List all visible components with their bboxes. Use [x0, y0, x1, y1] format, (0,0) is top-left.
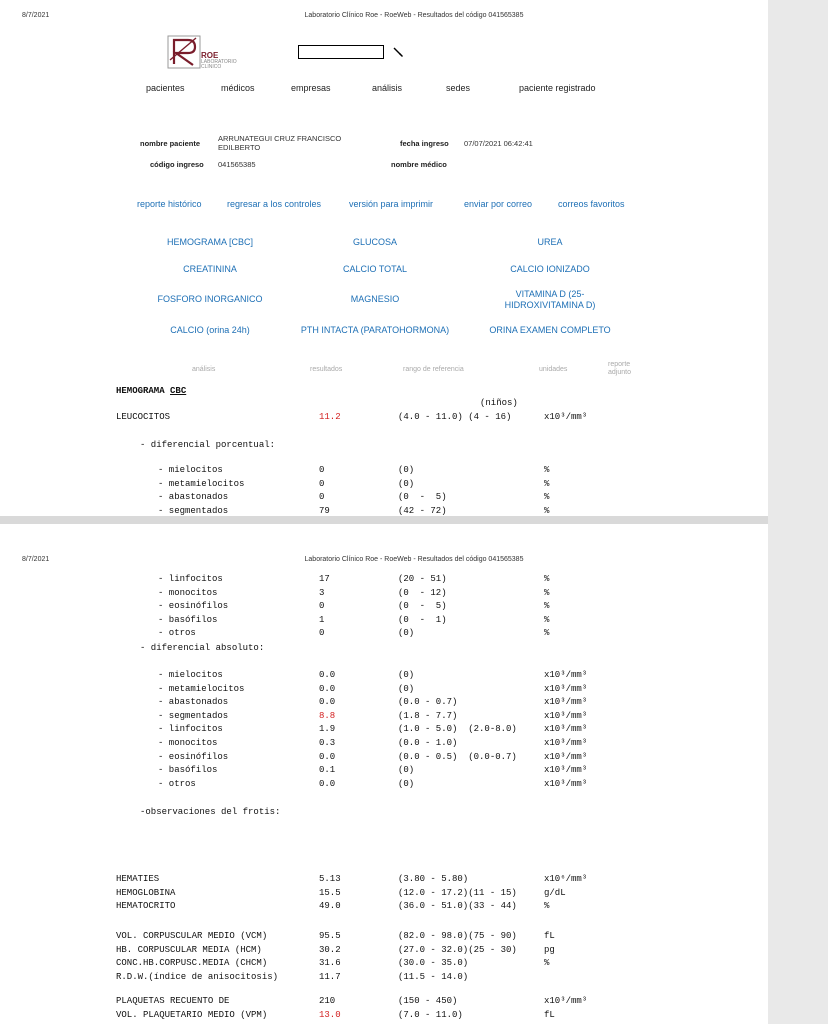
- porcentual-row-name: - basófilos: [158, 614, 218, 625]
- absoluto-row-unit: x10³/mm³: [544, 683, 588, 694]
- print-date-2: 8/7/2021: [22, 556, 50, 563]
- serie-roja-row-unit: x10⁶/mm³: [544, 874, 588, 884]
- serie-roja-row-range: (36.0 - 51.0)(33 - 44): [398, 901, 517, 912]
- absoluto-row-range: (0): [398, 670, 415, 680]
- absoluto-row-unit: x10³/mm³: [544, 710, 588, 721]
- print-page-2: [0, 524, 768, 1024]
- porcentual-row-value: 0: [319, 465, 325, 475]
- search-input[interactable]: [298, 45, 384, 59]
- test-vitamina-d-line-1: VITAMINA D (25-: [515, 289, 585, 299]
- diferencial-absoluto-label: - diferencial absoluto:: [140, 643, 265, 653]
- absoluto-row-unit: x10³/mm³: [544, 738, 588, 748]
- indice-row-unit: %: [544, 958, 550, 969]
- search-icon[interactable]: [392, 46, 404, 58]
- indice-row-name: VOL. CORPUSCULAR MEDIO (VCM): [116, 931, 268, 941]
- patient-name-value: [218, 134, 341, 152]
- absoluto-row-unit: x10³/mm³: [544, 697, 588, 708]
- logo-subtitle: [201, 60, 237, 70]
- logo-name: ROE: [201, 51, 219, 60]
- porcentual-row-unit: %: [544, 478, 550, 489]
- porcentual-row-name: - eosinófilos: [158, 601, 229, 612]
- roe-logo-icon: [166, 34, 202, 70]
- col-header-resultados: resultados: [310, 366, 343, 373]
- serie-roja-row-unit: %: [544, 901, 550, 912]
- link-version-imprimir[interactable]: versión para imprimir: [349, 199, 434, 209]
- section-title-hemograma: HEMOGRAMA CBC: [116, 386, 187, 396]
- serie-roja-row-value: 15.5: [319, 887, 341, 898]
- col-header-reporte: reporte: [608, 361, 631, 368]
- absoluto-row-name: - mielocitos: [158, 670, 223, 680]
- porcentual-row-value: 0: [319, 628, 325, 639]
- serie-roja-row-name: HEMOGLOBINA: [116, 887, 176, 898]
- porcentual-row-unit: %: [544, 587, 550, 598]
- porcentual-row-range: (0 - 12): [398, 587, 447, 598]
- porcentual-row-range: (20 - 51): [398, 574, 447, 584]
- patient-name-label: nombre paciente: [140, 139, 201, 148]
- indice-row-range: (27.0 - 32.0)(25 - 30): [398, 944, 517, 955]
- porcentual-row-value: 0: [319, 492, 325, 503]
- porcentual-row-value: 3: [319, 587, 325, 598]
- absoluto-row-name: - linfocitos: [158, 724, 223, 735]
- admission-code-value: 041565385: [218, 160, 256, 169]
- serie-roja-row-name: HEMATOCRITO: [116, 901, 176, 912]
- test-calcio-total[interactable]: CALCIO TOTAL: [342, 264, 408, 274]
- nav-paciente-registrado[interactable]: paciente registrado: [519, 83, 596, 93]
- test-fosforo-inorganico[interactable]: FOSFORO INORGANICO: [157, 294, 263, 304]
- absoluto-row-range: (0): [398, 765, 415, 776]
- absoluto-row-value: 8.8: [319, 710, 336, 721]
- patient-name-line-2: EDILBERTO: [218, 143, 261, 152]
- leucocitos-unit: x10³/mm³: [544, 412, 588, 422]
- porcentual-row-value: 79: [319, 505, 330, 516]
- porcentual-row-unit: %: [544, 614, 550, 625]
- absoluto-row-unit: x10³/mm³: [544, 751, 588, 762]
- serie-roja-row-name: HEMATIES: [116, 874, 160, 884]
- print-page-1: [0, 0, 768, 516]
- absoluto-row-name: - basófilos: [158, 765, 218, 776]
- serie-roja-row-range: (12.0 - 17.2)(11 - 15): [398, 887, 517, 898]
- porcentual-row-name: - otros: [158, 628, 196, 639]
- absoluto-row-unit: x10³/mm³: [544, 670, 588, 680]
- nav-pacientes[interactable]: pacientes: [146, 83, 185, 93]
- page-separator: [0, 516, 768, 524]
- porcentual-row-range: (0 - 5): [398, 492, 447, 503]
- porcentual-row-value: 17: [319, 574, 330, 584]
- porcentual-row-name: - metamielocitos: [158, 478, 245, 489]
- leucocitos-name: LEUCOCITOS: [116, 412, 171, 422]
- serie-roja-row-unit: g/dL: [544, 887, 566, 898]
- indice-row-unit: fL: [544, 931, 555, 941]
- porcentual-row-name: - mielocitos: [158, 465, 223, 475]
- porcentual-row-value: 0: [319, 478, 325, 489]
- indice-row-name: R.D.W.(índice de anisocitosis): [116, 971, 279, 982]
- absoluto-row-name: - monocitos: [158, 738, 218, 748]
- absoluto-row-value: 0.0: [319, 670, 336, 680]
- plaqueta-row-range: (150 - 450): [398, 996, 458, 1006]
- plaqueta-row-range: (7.0 - 11.0): [398, 1009, 463, 1020]
- admission-date-value: 07/07/2021 06:42:41: [464, 139, 533, 148]
- indice-row-value: 11.7: [319, 971, 341, 982]
- porcentual-row-range: (42 - 72): [398, 505, 447, 516]
- absoluto-row-name: - abastonados: [158, 697, 229, 708]
- absoluto-row-name: - segmentados: [158, 710, 229, 721]
- absoluto-row-name: - metamielocitos: [158, 683, 245, 694]
- nav-sedes[interactable]: sedes: [446, 83, 471, 93]
- absoluto-row-value: 0.1: [319, 765, 336, 776]
- test-urea[interactable]: UREA: [537, 237, 563, 247]
- nav-analisis[interactable]: análisis: [372, 83, 403, 93]
- plaqueta-row-value: 210: [319, 996, 336, 1006]
- observaciones-frotis-label: -observaciones del frotis:: [140, 807, 281, 817]
- admission-date-label: fecha ingreso: [400, 139, 449, 148]
- indice-row-range: (82.0 - 98.0)(75 - 90): [398, 931, 517, 941]
- serie-roja-row-value: 5.13: [319, 874, 341, 884]
- test-pth-intacta[interactable]: PTH INTACTA (PARATOHORMONA): [300, 325, 450, 335]
- test-vitamina-d[interactable]: [480, 289, 620, 311]
- test-vitamina-d-line-2: HIDROXIVITAMINA D): [504, 300, 596, 310]
- porcentual-row-name: - segmentados: [158, 505, 229, 516]
- test-calcio-ionizado[interactable]: CALCIO IONIZADO: [510, 264, 590, 274]
- porcentual-row-name: - monocitos: [158, 587, 218, 598]
- col-header-adjunto: adjunto: [608, 369, 631, 376]
- link-regresar-controles[interactable]: regresar a los controles: [227, 199, 322, 209]
- logo-sub-1: LABORATORIO: [201, 59, 237, 65]
- porcentual-row-unit: %: [544, 465, 550, 475]
- porcentual-row-value: 1: [319, 614, 325, 625]
- absoluto-row-name: - otros: [158, 778, 196, 789]
- absoluto-row-range: (0.0 - 1.0): [398, 738, 458, 748]
- plaqueta-row-unit: fL: [544, 1009, 555, 1020]
- indice-row-unit: pg: [544, 944, 555, 955]
- porcentual-row-range: (0): [398, 465, 415, 475]
- porcentual-row-unit: %: [544, 574, 550, 584]
- logo-sub-2: CLINICO: [201, 64, 222, 70]
- test-glucosa[interactable]: GLUCOSA: [352, 237, 397, 247]
- link-enviar-correo[interactable]: enviar por correo: [464, 199, 533, 209]
- admission-code-label: código ingreso: [150, 160, 204, 169]
- absoluto-row-name: - eosinófilos: [158, 751, 229, 762]
- absoluto-row-value: 1.9: [319, 724, 336, 735]
- porcentual-row-value: 0: [319, 601, 325, 612]
- indice-row-name: HB. CORPUSCULAR MEDIA (HCM): [116, 944, 262, 955]
- porcentual-row-range: (0 - 1): [398, 614, 447, 625]
- test-orina-completo[interactable]: ORINA EXAMEN COMPLETO: [489, 325, 611, 335]
- link-reporte-historico[interactable]: reporte histórico: [137, 199, 202, 209]
- absoluto-row-value: 0.0: [319, 697, 336, 708]
- porcentual-row-range: (0 - 5): [398, 601, 447, 612]
- leucocitos-range: (4.0 - 11.0) (4 - 16): [398, 412, 512, 422]
- col-header-reporte-adjunto: [608, 361, 631, 377]
- indice-row-value: 30.2: [319, 944, 341, 955]
- porcentual-row-range: (0): [398, 628, 415, 639]
- test-magnesio[interactable]: MAGNESIO: [350, 294, 400, 304]
- leucocitos-value: 11.2: [319, 412, 341, 422]
- plaqueta-row-name: VOL. PLAQUETARIO MEDIO (VPM): [116, 1009, 268, 1020]
- serie-roja-row-value: 49.0: [319, 901, 341, 912]
- absoluto-row-value: 0.0: [319, 683, 336, 694]
- absoluto-row-value: 0.0: [319, 751, 336, 762]
- indice-row-value: 95.5: [319, 931, 341, 941]
- test-creatinina[interactable]: CREATININA: [183, 264, 237, 274]
- absoluto-row-value: 0.0: [319, 778, 336, 789]
- absoluto-row-range: (0): [398, 778, 415, 789]
- absoluto-row-range: (1.8 - 7.7): [398, 710, 458, 721]
- plaqueta-row-value: 13.0: [319, 1009, 341, 1020]
- porcentual-row-unit: %: [544, 628, 550, 639]
- porcentual-row-range: (0): [398, 478, 415, 489]
- porcentual-row-name: - abastonados: [158, 492, 229, 503]
- print-title-2: Laboratorio Clínico Roe - RoeWeb - Resultados del código 041565385: [304, 556, 524, 563]
- absoluto-row-range: (1.0 - 5.0) (2.0-8.0): [398, 724, 517, 735]
- patient-name-line-1: ARRUNATEGUI CRUZ FRANCISCO: [218, 134, 342, 143]
- absoluto-row-range: (0.0 - 0.5) (0.0-0.7): [398, 751, 517, 762]
- diferencial-porcentual-label: - diferencial porcentual:: [140, 440, 276, 450]
- indice-row-value: 31.6: [319, 958, 341, 969]
- col-header-analisis: análisis: [192, 366, 216, 373]
- doctor-name-label: nombre médico: [391, 160, 447, 169]
- porcentual-row-unit: %: [544, 505, 550, 516]
- nav-medicos[interactable]: médicos: [221, 83, 255, 93]
- indice-row-name: CONC.HB.CORPUSC.MEDIA (CHCM): [116, 958, 268, 969]
- print-date: 8/7/2021: [22, 12, 50, 19]
- absoluto-row-unit: x10³/mm³: [544, 724, 588, 735]
- test-hemograma[interactable]: HEMOGRAMA [CBC]: [166, 237, 253, 247]
- porcentual-row-unit: %: [544, 601, 550, 612]
- col-header-rango: rango de referencia: [403, 366, 464, 373]
- serie-roja-row-range: (3.80 - 5.80): [398, 874, 469, 884]
- col-header-unidades: unidades: [539, 366, 568, 373]
- absoluto-row-range: (0.0 - 0.7): [398, 697, 458, 708]
- indice-row-range: (11.5 - 14.0): [398, 971, 469, 982]
- absoluto-row-unit: x10³/mm³: [544, 765, 588, 776]
- plaqueta-row-name: PLAQUETAS RECUENTO DE: [116, 996, 230, 1006]
- absoluto-row-value: 0.3: [319, 738, 336, 748]
- ninos-label: (niños): [480, 398, 518, 408]
- porcentual-row-unit: %: [544, 492, 550, 503]
- test-calcio-orina[interactable]: CALCIO (orina 24h): [170, 325, 250, 335]
- plaqueta-row-unit: x10³/mm³: [544, 996, 588, 1006]
- absoluto-row-range: (0): [398, 683, 415, 694]
- indice-row-range: (30.0 - 35.0): [398, 958, 469, 969]
- porcentual-row-name: - linfocitos: [158, 574, 223, 584]
- nav-empresas[interactable]: empresas: [291, 83, 331, 93]
- print-title: Laboratorio Clínico Roe - RoeWeb - Resultados del código 041565385: [304, 12, 524, 19]
- link-correos-favoritos[interactable]: correos favoritos: [558, 199, 625, 209]
- absoluto-row-unit: x10³/mm³: [544, 778, 588, 789]
